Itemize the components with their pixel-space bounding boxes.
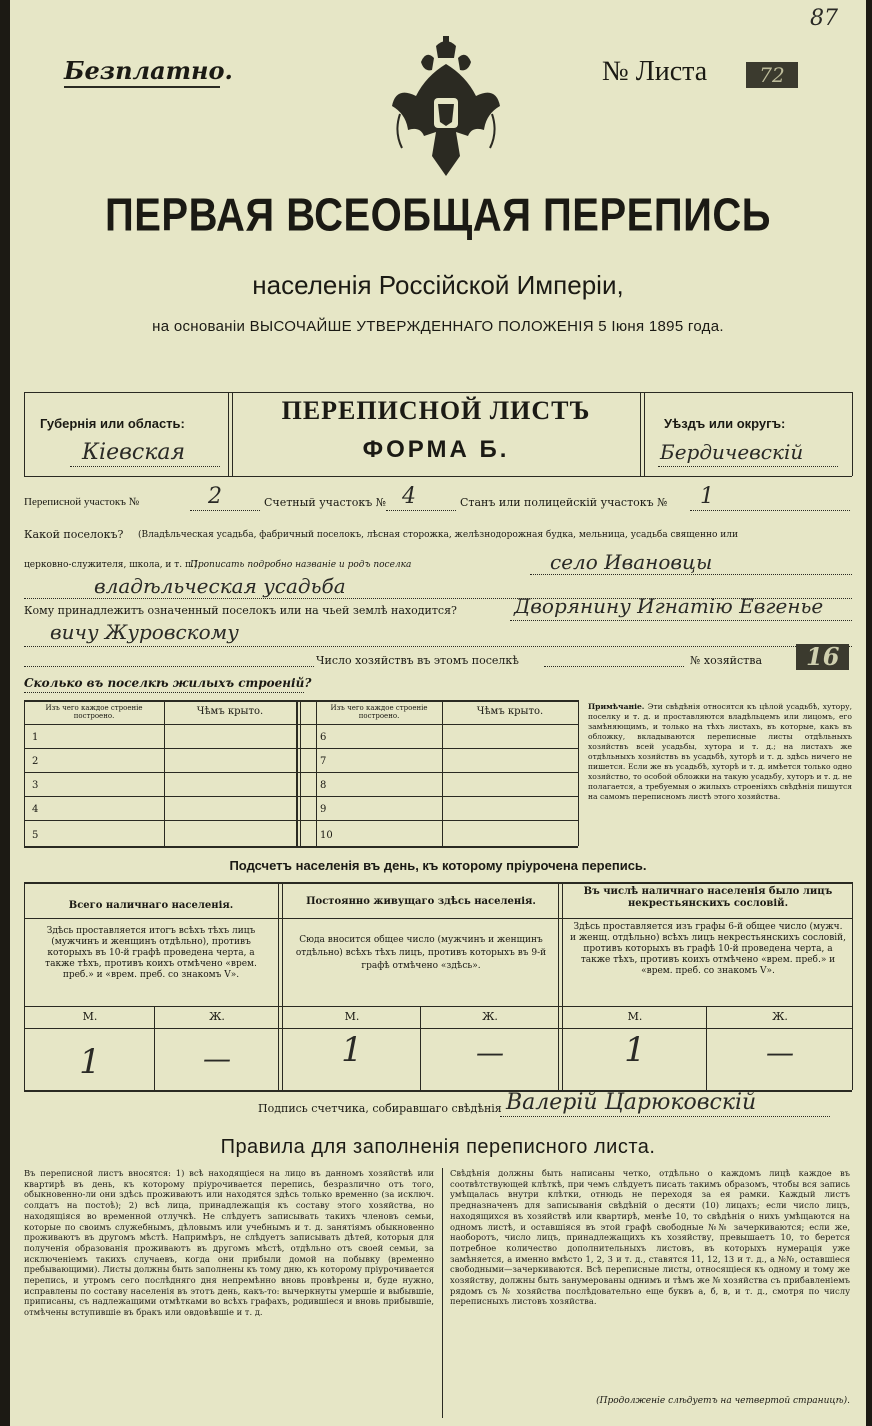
note-title: Примѣчаніе. bbox=[588, 702, 645, 711]
count-col1-f-value: — bbox=[203, 1042, 231, 1075]
count-col1-f-label: Ж. bbox=[209, 1010, 225, 1023]
count-col3-f-value: — bbox=[766, 1036, 794, 1069]
double-headed-eagle-icon bbox=[386, 36, 506, 186]
rules-left-column: Въ переписной листъ вносятся: 1) всѣ находящіеся на лицо въ данномъ хозяйствѣ или квартирѣ въ день, къ которому пріурочивается перепись, безразлично отъ того, обыкновенно-ли они здѣсь проживаютъ или находятся здѣсь только временно (за исключ. солдатъ на постоѣ); 2) всѣ лица, принадлежащія къ составу этого хозяйства, но находящіяся во временной отлучкѣ. Не слѣдуетъ записывать такихъ членовъ семьи, которые по своимъ служебнымъ, дѣловымъ или учебнымъ и т. д. занятіямъ обыкновенно проживаютъ въ другомъ мѣстѣ. Напримѣръ, не слѣдуетъ записывать дѣтей, которыя для полученія образованія проживаютъ въ другомъ мѣстѣ, отдѣльно отъ своей семьи, за исключеніемъ такихъ случаевъ, когда они прибыли домой на побывку (временно пребывающими). Листы должны быть заполнены къ тому дню, къ которому пріурочивается перепись, и утромъ сего послѣдняго дня непремѣнно вновь провѣрены и, буде нужно, исправлены по составу населенія въ этотъ день, какъ-то: вычеркнуты умершіе и выбывшіе, приписаны, съ надлежащими отмѣтками во всѣхъ графахъ, родившіеся и вновь прибывшіе, отмѣчены вступившіе въ бракъ или овдовѣвшіе и т. д. bbox=[24, 1168, 434, 1318]
households-label: Число хозяйствъ въ этомъ поселкѣ bbox=[316, 654, 519, 667]
count-col3-m-label: М. bbox=[627, 1010, 643, 1023]
count-col1-m-value: 1 bbox=[79, 1042, 101, 1082]
count-col3-head: Въ числѣ наличнаго населенія было лицъ некрестьянскихъ сословій. bbox=[583, 886, 833, 909]
buildings-col-material-right: Изъ чего каждое строеніе построено. bbox=[330, 704, 428, 720]
count-col1-m-label: М. bbox=[82, 1010, 98, 1023]
buildings-row-number: 7 bbox=[320, 756, 327, 767]
note-block bbox=[588, 702, 852, 802]
count-col2-f-value: — bbox=[476, 1036, 504, 1069]
buildings-row-number: 10 bbox=[320, 830, 333, 841]
page-corner-number: 87 bbox=[810, 6, 838, 31]
province-value: Кіевская bbox=[82, 440, 186, 465]
basis-line: на основаніи ВЫСОЧАЙШЕ УТВЕРЖДЕННАГО ПОЛОЖЕНІЯ 5 Іюня 1895 года. bbox=[152, 318, 724, 335]
rules-title: Правила для заполненія переписного листа. bbox=[220, 1136, 656, 1158]
camp-label: Станъ или полицейскій участокъ № bbox=[460, 496, 668, 509]
buildings-row-number: 1 bbox=[32, 732, 39, 743]
household-no-value: 16 bbox=[796, 644, 849, 670]
buildings-row-number: 9 bbox=[320, 804, 327, 815]
buildings-col-roof-left: Чѣмъ крыто. bbox=[196, 706, 264, 717]
district-label: Уѣздъ или округъ: bbox=[664, 416, 786, 431]
buildings-row-number: 4 bbox=[32, 804, 39, 815]
count-section-title: Подсчетъ населенія въ день, къ которому пріурочена перепись. bbox=[229, 858, 647, 873]
page-title: ПЕРВАЯ ВСЕОБЩАЯ ПЕРЕПИСЬ bbox=[105, 190, 771, 241]
census-sheet bbox=[10, 0, 866, 1426]
note-text: Эти свѣдѣнія относятся къ цѣлой усадьбѣ, хутору, поселку и т. д. и проставляются владѣльцемъ или лицомъ, его замѣняющимъ, и только на тѣхъ листахъ, въ которые, какъ въ обложку, вкладываются переписные листы отдѣльныхъ хозяйствъ всей усадьбы, хутора и т. д.; на листахъ же отдѣльныхъ хозяйствъ въ усадьбѣ, хуторѣ и т. д. здѣсь ничего не пишется. Если же въ усадьбѣ, хуторѣ и т. д. имѣется только одно хозяйство, то особой обложки на такую усадьбу, хуторъ и т. д. не полагается, а требуемыя о жилыхъ строеніяхъ свѣдѣнія пишутся на самомъ переписномъ листѣ этого хозяйства. bbox=[588, 702, 853, 801]
buildings-row-number: 3 bbox=[32, 780, 39, 791]
sheet-no-value: 72 bbox=[746, 62, 798, 88]
census-area-label: Переписной участокъ № bbox=[24, 496, 140, 508]
form-subtitle: ФОРМА Б. bbox=[362, 436, 510, 463]
free-underline bbox=[64, 86, 220, 88]
signature-value: Валерій Царюковскій bbox=[506, 1090, 757, 1115]
settlement-hint-2: церковно-служителя, школа, и т. п.). bbox=[24, 560, 201, 570]
count-col3-text: Здѣсь проставляется изъ графы 6-й общее число (мужч. и женщ. отдѣльно) всѣхъ лицъ некрестьянскихъ сословій, противъ которыхъ въ графѣ 10-й проведена черта, а также тѣхъ, противъ коихъ отмѣчено «врем. преб.» и «врем. преб. со знакомъ V». bbox=[570, 922, 847, 976]
form-title: ПЕРЕПИСНОЙ ЛИСТЪ bbox=[281, 396, 591, 425]
owner-value-2: вичу Журовскому bbox=[50, 620, 239, 644]
signature-label: Подпись счетчика, собиравшаго свѣдѣнія bbox=[258, 1102, 502, 1115]
settlement-value-2: владѣльческая усадьба bbox=[94, 574, 346, 598]
count-col1-text: Здѣсь проставляется итогъ всѣхъ тѣхъ лицъ (мужчинъ и женщинъ отдѣльно), противъ которыхъ въ 10-й графѣ проведена черта, а также тѣхъ, противъ коихъ отмѣчено «врем. преб.» и «врем. преб. со знакомъ V». bbox=[45, 926, 257, 980]
count-col2-f-label: Ж. bbox=[482, 1010, 498, 1023]
count-col1-head: Всего наличнаго населенія. bbox=[68, 900, 234, 911]
buildings-label: Сколько въ поселкѣ жилыхъ строеній? bbox=[24, 676, 312, 690]
buildings-row-number: 5 bbox=[32, 830, 39, 841]
buildings-row-number: 2 bbox=[32, 756, 39, 767]
camp-value: 1 bbox=[700, 484, 714, 509]
free-label: Безплатно. bbox=[64, 56, 233, 85]
page-subtitle: населенія Россійской Имперіи, bbox=[252, 270, 624, 300]
count-col3-f-label: Ж. bbox=[772, 1010, 788, 1023]
settlement-hint-3: Прописать подробно названіе и родъ поселка bbox=[190, 560, 412, 570]
buildings-col-material-left: Изъ чего каждое строеніе построено. bbox=[45, 704, 143, 720]
count-area-value: 4 bbox=[402, 484, 416, 509]
settlement-value-1: село Ивановцы bbox=[550, 550, 713, 574]
buildings-row-number: 8 bbox=[320, 780, 327, 791]
count-col2-head: Постоянно живущаго здѣсь населенія. bbox=[306, 896, 536, 907]
count-area-label: Счетный участокъ № bbox=[264, 496, 387, 509]
owner-label: Кому принадлежитъ означенный поселокъ или на чьей землѣ находится? bbox=[24, 604, 457, 617]
count-col2-text: Сюда вносится общее число (мужчинъ и женщинъ отдѣльно) всѣхъ тѣхъ лицъ, противъ которыхъ въ 9-й графѣ отмѣчено «здѣсь». bbox=[295, 935, 547, 971]
district-value: Бердичевскій bbox=[660, 440, 804, 464]
sheet-no-label: № Листа bbox=[602, 56, 708, 87]
owner-value-1: Дворянину Игнатію Евгенье bbox=[514, 594, 824, 618]
household-no-label: № хозяйства bbox=[690, 654, 762, 667]
count-col2-m-value: 1 bbox=[341, 1030, 363, 1070]
settlement-hint: (Владѣльческая усадьба, фабричный поселокъ, лѣсная сторожка, желѣзнодорожная будка, мельница, усадьба священно или bbox=[138, 530, 738, 540]
buildings-row-number: 6 bbox=[320, 732, 327, 743]
rules-continued: (Продолженіе слѣдуетъ на четвертой страницѣ). bbox=[596, 1396, 850, 1406]
buildings-col-roof-right: Чѣмъ крыто. bbox=[476, 706, 544, 717]
census-area-value: 2 bbox=[208, 484, 222, 509]
count-col3-m-value: 1 bbox=[624, 1030, 646, 1070]
count-col2-m-label: М. bbox=[344, 1010, 360, 1023]
settlement-label: Какой поселокъ? bbox=[24, 528, 124, 541]
rules-right-column: Свѣдѣнія должны быть написаны четко, отдѣльно о каждомъ лицѣ каждое въ соотвѣтствующей клѣткѣ, при чемъ слѣдуетъ писать такимъ образомъ, чтобы вся запись умѣщалась внутри клѣтки, отнюдь не переходя за ея рамки. Каждый листъ предназначенъ для записыванія свѣдѣній о десяти (10) лицахъ; если число лицъ, находящихся въ хозяйствѣ или квартирѣ, менѣе 10, то свѣдѣнія о нихъ умѣщаются на одномъ листѣ, и оставшіяся въ этой графѣ свободные №№ зачеркиваются; если же, наоборотъ, число лицъ, принадлежащихъ къ хозяйству, превышаетъ 10, то берется потребное количество дополнительныхъ листовъ, въ которыхъ нумерація уже замѣняется, а именно вмѣсто 1, 2, 3 и т. д., ставятся 11, 12, 13 и т. д., а №№, оставшіеся свободными—зачеркиваются. Всѣ переписные листы, относящіеся къ одному и тому же хозяйству, должны быть занумерованы однимъ и тѣмъ же № хозяйства съ прибавленіемъ рядомъ съ № хозяйства послѣдовательно еще буквъ а, б, в, и т. д., смотря по числу переписныхъ листовъ хозяйства. bbox=[450, 1168, 850, 1307]
province-label: Губернія или область: bbox=[40, 416, 185, 431]
